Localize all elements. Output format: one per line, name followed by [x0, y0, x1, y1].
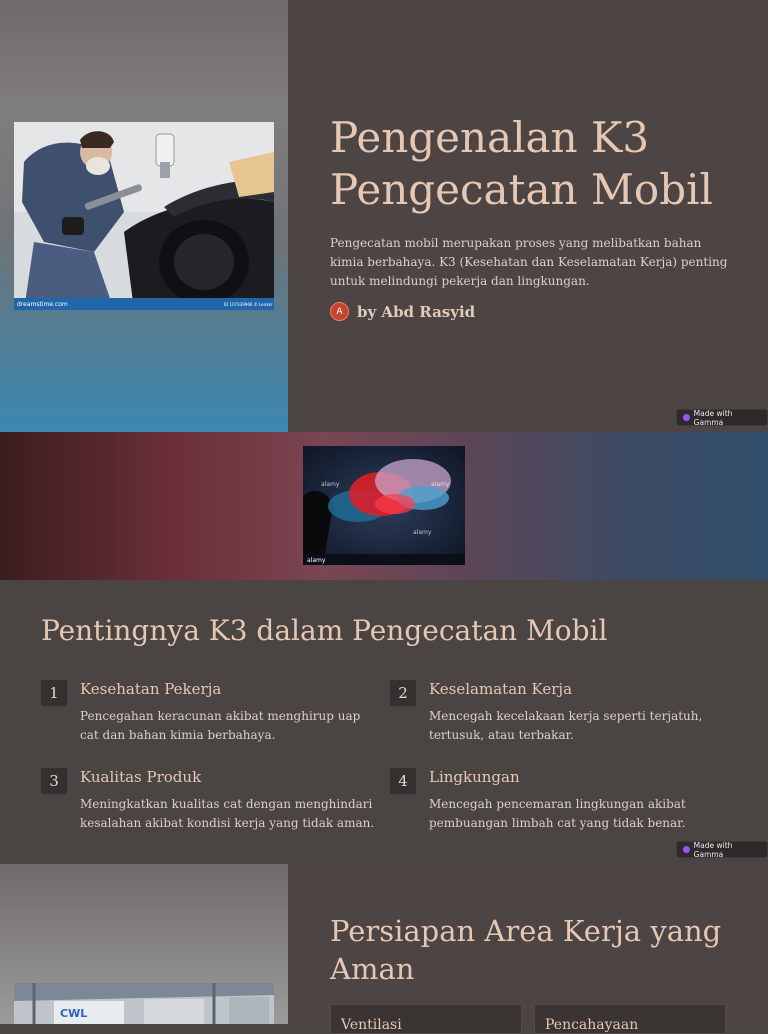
watermark-3: alamy	[413, 529, 432, 536]
card-label: Ventilasi	[341, 1017, 402, 1033]
card-pencahayaan	[534, 1004, 726, 1034]
card-ventilasi	[330, 1004, 522, 1034]
gamma-badge-label: Made with Gamma	[693, 840, 733, 859]
author-byline	[330, 302, 475, 321]
item-description: Mencegah pencemaran lingkungan akibat pembuangan limbah cat yang tidak benar.	[429, 797, 686, 830]
car-painter-photo	[14, 122, 274, 310]
intro-description: Pengecatan mobil merupakan proses yang melibatkan bahan kimia berbahaya. K3 (Kesehatan dan Keselamatan Kerja) penting untuk melindungi pekerja dan lingkungan.	[330, 236, 728, 288]
item-title: Kualitas Produk	[80, 768, 202, 786]
item-title: Kesehatan Pekerja	[80, 680, 222, 698]
workspace-title: Persiapan Area Kerja yang Aman	[330, 914, 722, 986]
item-number: 3	[41, 768, 67, 794]
item-title: Lingkungan	[429, 768, 520, 786]
item-title: Keselamatan Kerja	[429, 680, 573, 698]
workshop-sign: CWL	[60, 1007, 88, 1020]
card-label: Pencahayaan	[545, 1017, 639, 1033]
workshop-photo	[14, 983, 274, 1024]
author-name: by Abd Rasyid	[357, 302, 476, 321]
gamma-badge-label: Made with Gamma	[693, 408, 733, 427]
avatar: A	[330, 302, 349, 321]
made-with-gamma-button-2[interactable]	[676, 841, 768, 858]
gamma-logo-icon	[683, 846, 690, 853]
photo-credit-left: dreamstime.com	[17, 301, 68, 308]
item-number: 1	[41, 680, 67, 706]
item-number: 4	[390, 768, 416, 794]
importance-title: Pentingnya K3 dalam Pengecatan Mobil	[41, 614, 608, 647]
page-title	[330, 112, 750, 216]
title-line-2: Pengecatan Mobil	[330, 165, 713, 214]
made-with-gamma-button[interactable]	[676, 409, 768, 426]
item-number: 2	[390, 680, 416, 706]
title-line-1: Pengenalan K3	[330, 113, 650, 162]
item-description: Mencegah kecelakaan kerja seperti terjatuh, tertusuk, atau terbakar.	[429, 709, 703, 742]
photo-credit-right: ID 107339966 © Lenakr	[224, 302, 273, 307]
watermark-footer: alamy	[307, 557, 326, 564]
watermark-1: alamy	[321, 481, 340, 488]
item-description: Meningkatkan kualitas cat dengan menghindari kesalahan akibat kondisi kerja yang tidak aman.	[80, 797, 375, 830]
paint-smoke-photo	[303, 446, 465, 565]
watermark-2: alamy	[431, 481, 450, 488]
item-description: Pencegahan keracunan akibat menghirup uap cat dan bahan kimia berbahaya.	[80, 709, 361, 742]
gamma-logo-icon	[683, 414, 690, 421]
